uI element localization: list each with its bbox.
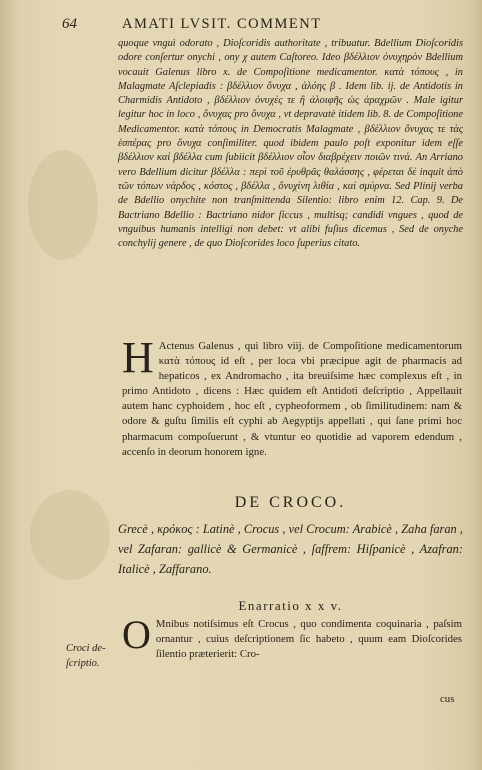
margin-note-line: ſcriptio. <box>66 657 100 669</box>
paper-stain <box>30 490 110 580</box>
paragraph-text: Mnibus notiſsimus eſt Crocus , quo condimenta coquinaria , paſsim ornantur , cuius deſcriptionem ſic habeto , quum eam Dioſcorides ſilentio præterierit: Cro- <box>155 618 462 661</box>
names-paragraph: Grecè , κρόκος : Latinè , Crocus , vel Crocum: Arabicè , Zaha faran , vel Zafaran: gallicè & Germanicè , ſaffrem: Hiſpanicè , Azafran: Italicè , Zaffarano. <box>118 522 463 577</box>
running-header <box>62 16 462 38</box>
paper-stain <box>28 150 98 260</box>
section-heading: DE CROCO. <box>234 494 347 511</box>
paragraph-galenus <box>122 333 462 460</box>
paragraph-crocus <box>122 612 462 662</box>
drop-cap: H <box>122 333 154 382</box>
catchword: cus <box>440 693 455 705</box>
running-head-title: AMATI LVSIT. COMMENT <box>122 16 322 32</box>
margin-note <box>66 642 122 671</box>
drop-cap: O <box>122 612 151 657</box>
margin-note-line: Croci de- <box>66 643 106 654</box>
paragraph-text: Actenus Galenus , qui libro viij. de Compoſitione medicamentorum κατὰ τόπους id eſt , per loca vbi præcipue agit de pharmacis ad hepaticos , ex Andromacho , ita breuiſsime hæc complexus eſt , in primo Antidoto , dicens : Hæc quidem eſt Antidoti deſcriptio , Appellauit autem hanc cyphoidem , hoc eſt , cypheoformem , ob ſimilitudinem: nam & odore & guſtu ſimilis eſt cyphi ab Aegyptijs appellati , qui ſane primi hoc pharmacum compoſuerunt , & vtuntur eo quotidie ad vaporem edendum , accenſo in deorum honorem igne. <box>122 340 462 458</box>
paragraph-bdellium: quoque vnguì odorato , Dioſcoridis authoritate , tribuatur. Bdellium Dioſcoridis odore conſertur onychi , ony χ autem Caſtoreo. Ideo βδέλλιον ὀνυχηρὸν Bdellium vocauit Galenus libro x. de Compoſitione medicamentor. κατὰ τόπους , in Malagmate Aſclepiadis : βδέλλιον ὄνυχα , ἀλόης β . Idem lib. ij. de Antidotis in Charmidis Antidoto , βδέλλιον ὀνυχὲς τε ἢ ἀλοιφῆς ὡς ἀραχμῶν . Male igitur legitur hoc in loco , ὄνυχας pro ὄνυχα , vt depravatè itidem lib. 8. de Compoſitione Medicamentor. κατὰ τόπους in Democratis Malagmate , βδέλλιον ὄνυχας τε τὰς ἑσπέρας pro ὄνυχα conſimiliter. quod ibidem paulo poſt exponitur idem eſſe βδέλλιον καὶ βδέλλα cum ſubiicit βδέλλιον οἷον διαβρέχειν ποιῶν τινά. An Arriano vero Bdellium dicitur βδέλλα : περὶ τοῦ ἐρυθρᾶς θαλάσσης , φέρεται δὲ inquit ἀπὸ τῶν τόπων νάρδος , κόστος , βδέλλα , ὄνυχίνη λιθία , καὶ σμύρνα. Sed Plinij verba de Bdellio onychite non tranſmittenda Silentio: libro enim 12. Cap. 9. De Bactriano Bdellio : Bactriano nidor ſiccus , multisq; candidi vngues , quod de vnguibus humanis intelligi non debet: vt alibi fuſius dicemus , Sed de onyche conchylij genere , de quo Dioſcorides loco ſuperius citato. <box>118 38 463 250</box>
page-number: 64 <box>62 16 77 32</box>
enarratio-heading: Enarratio x x v. <box>238 598 343 613</box>
